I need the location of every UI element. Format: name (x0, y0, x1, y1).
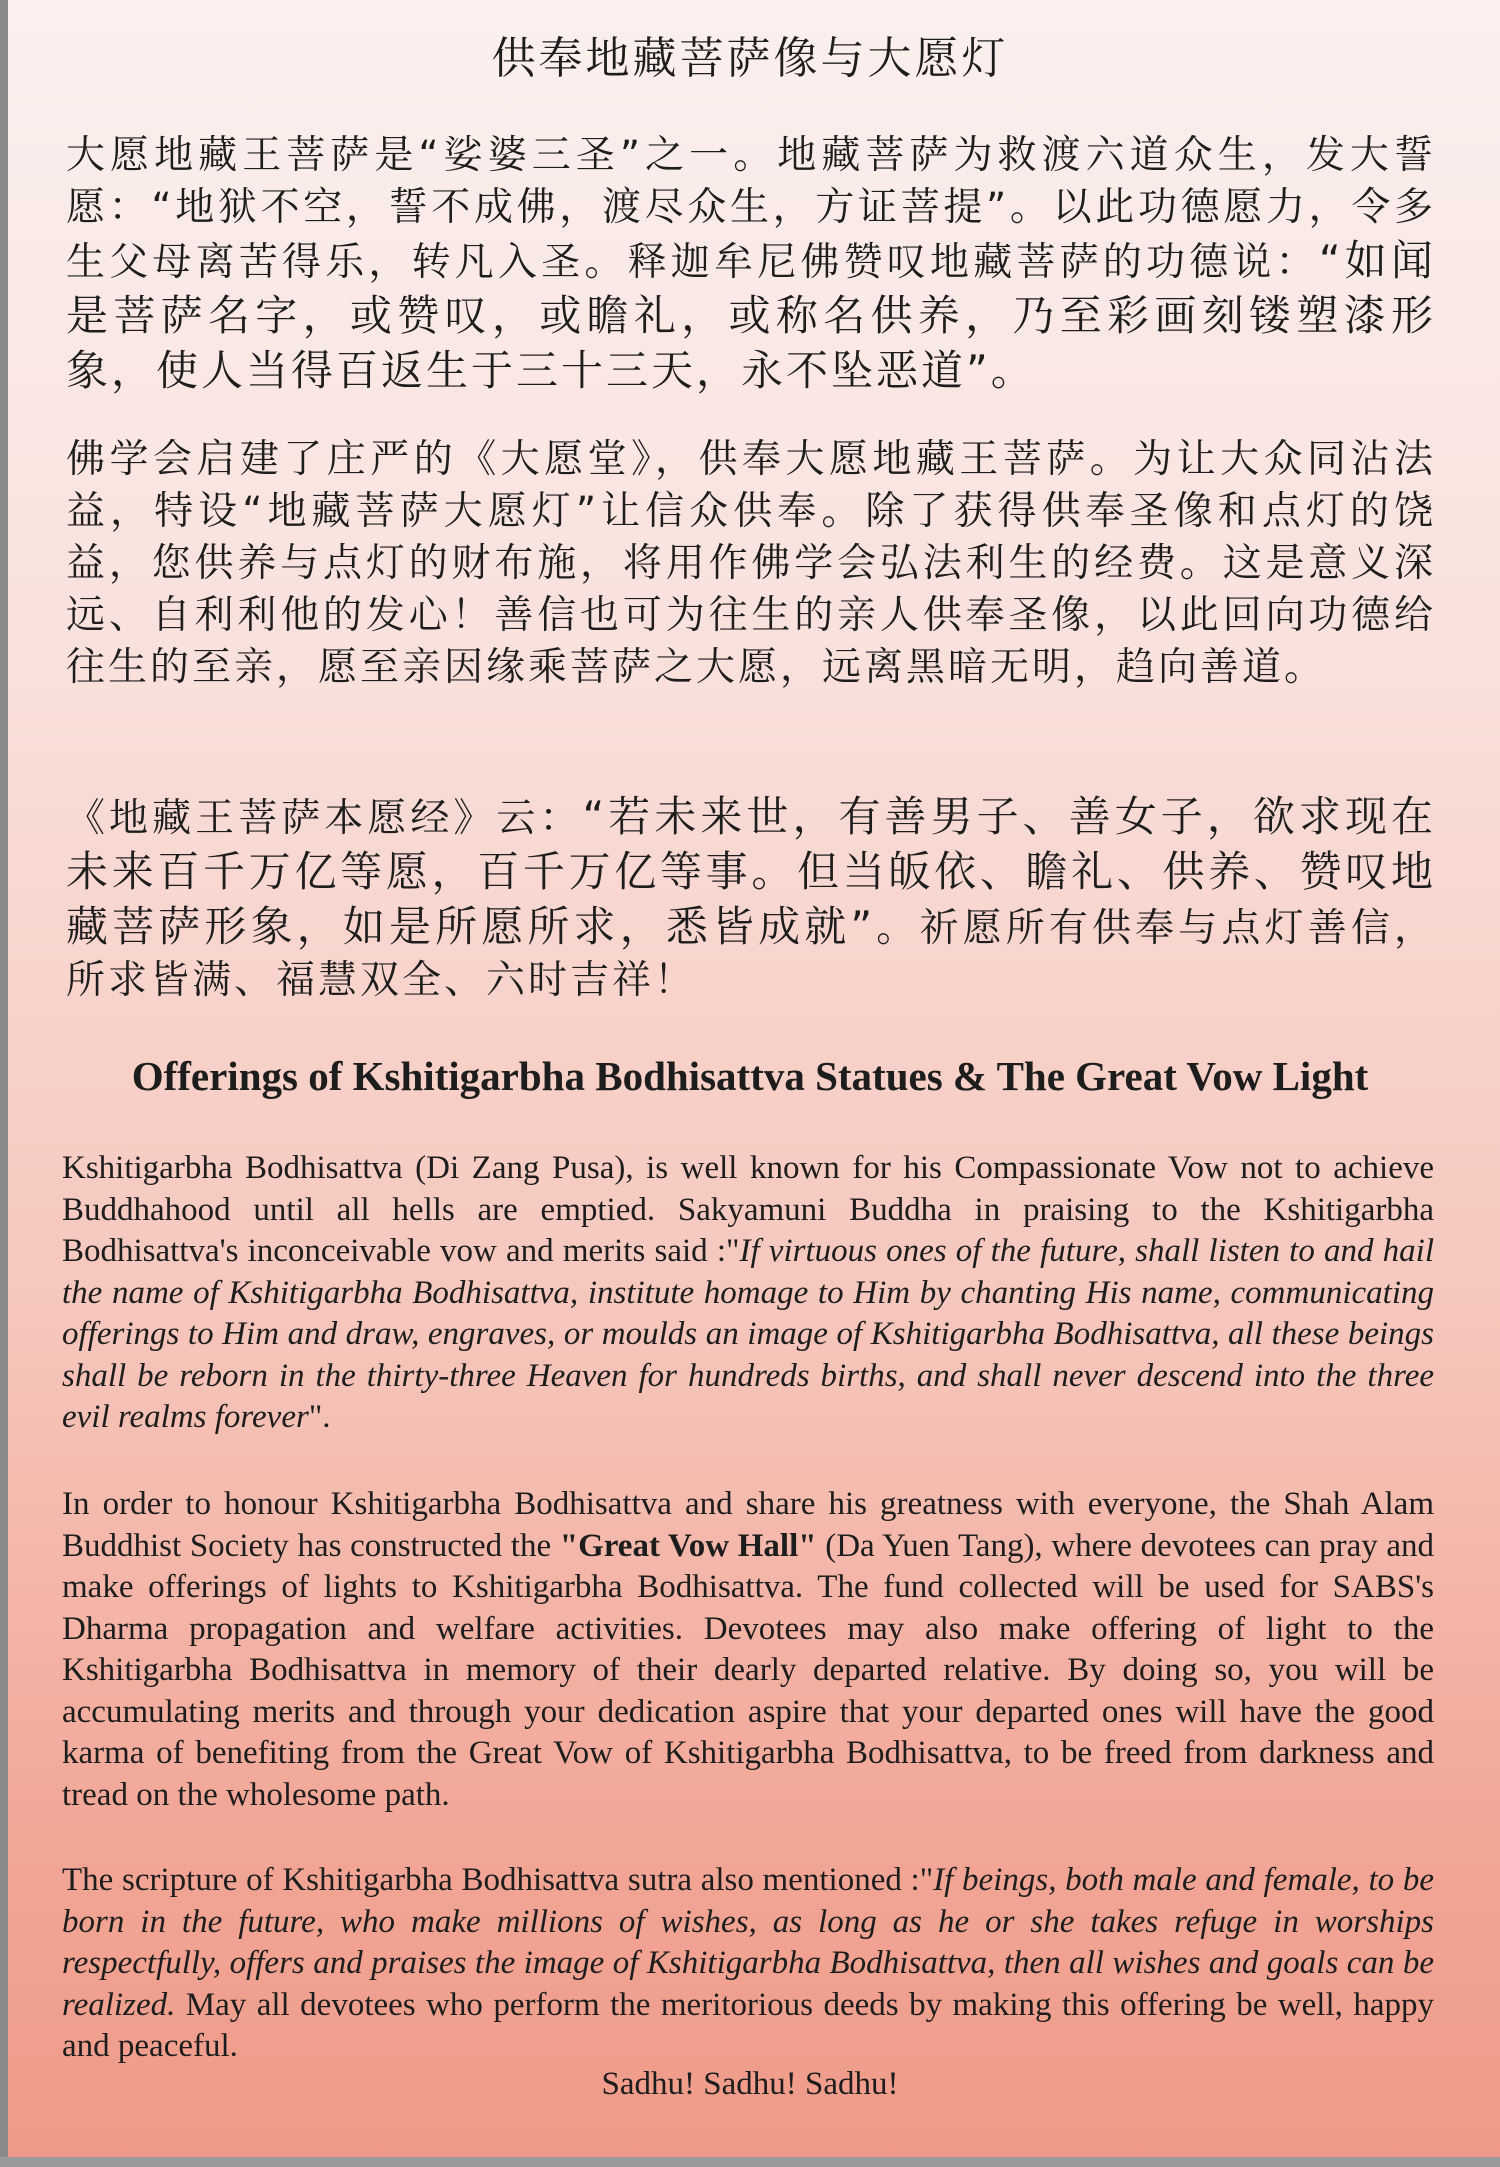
english-p2-tail: (Da Yuen Tang), where devotees can pray and make offerings of lights to Kshitigarbha Bodhisattva. The fund collected will be used for SABS's Dharma propagation and welfare activities. Devotees may also make offering of light to the Kshitigarbha Bodhisattva in memory of their dearly departed relative. By doing so, you will be accumulating merits and through your dedication aspire that your departed ones will have the good karma of benefiting from the Great Vow of Kshitigarbha Bodhisattva, to be freed from darkness and tread on the wholesome path. (62, 1527, 1434, 1813)
chinese-paragraph-2: 佛学会启建了庄严的《大愿堂》，供奉大愿地藏王菩萨。为让大众同沾法益，特设“地藏菩萨大愿灯”让信众供奉。除了获得供奉圣像和点灯的饶益，您供养与点灯的财布施，将用作佛学会弘法利生的经费。这是意义深远、自利利他的发心！善信也可为往生的亲人供奉圣像，以此回向功德给往生的至亲，愿至亲因缘乘菩萨之大愿，远离黑暗无明，趋向善道。 (66, 437, 1436, 690)
english-p3-lead: The scripture of Kshitigarbha Bodhisattva sutra also mentioned :" (62, 1862, 934, 1898)
chinese-p3-lead: 《地藏王菩萨本愿经》云： (66, 796, 583, 841)
chinese-p3-tail: 。祈愿所有供奉与点灯善信，所求皆满、福慧双全、六时吉祥！ (66, 906, 1436, 1003)
chinese-title: 供奉地藏菩萨像与大愿灯 (491, 33, 1009, 84)
english-paragraph-2 (62, 1484, 1434, 1816)
chinese-p1-quote: “如闻是菩萨名字，或赞叹，或瞻礼，或称名供养，乃至彩画刻镂塑漆形象，使人当得百返生于三十三天，永不坠恶道”。 (66, 236, 1436, 395)
chinese-paragraph-1 (66, 130, 1436, 399)
english-p1-tail: ". (308, 1399, 331, 1435)
scan-edge-bottom (0, 2157, 1500, 2167)
english-paragraph-1 (62, 1148, 1434, 1439)
english-p2-lead: In order to honour Kshitigarbha Bodhisattva and share his greatness with everyone, the Shah Alam Buddhist Society has constructed the (62, 1486, 1434, 1564)
english-p3-quote: If beings, both male and female, to be born in the future, who make millions of wishes, as long as he or she takes refuge in worships respectfully, offers and praises the image of Kshitigarbha Bodhisattva, then all wishes and goals can be realized. (62, 1862, 1434, 2023)
english-p3-tail: May all devotees who perform the meritorious deeds by making this offering be well, happy and peaceful. (62, 1986, 1434, 2064)
english-p1-lead: Kshitigarbha Bodhisattva (Di Zang Pusa), is well known for his Compassionate Vow not to achieve Buddhahood until all hells are emptied. Sakyamuni Buddha in praising to the Kshitigarbha Bodhisattva's inconceivable vow and merits said :" (62, 1150, 1434, 1269)
chinese-paragraph-3 (66, 790, 1436, 1007)
closing-blessing: Sadhu! Sadhu! Sadhu! (601, 2066, 899, 2102)
english-p1-quote: If virtuous ones of the future, shall listen to and hail the name of Kshitigarbha Bodhisattva, institute homage to Him by chanting His name, communicating offerings to Him and draw, engraves, or moulds an image of Kshitigarbha Bodhisattva, all these beings shall be reborn in the thirty-three Heaven for hundreds births, and shall never descend into the three evil realms forever (62, 1233, 1434, 1435)
english-title: Offerings of Kshitigarbha Bodhisattva Statues & The Great Vow Light (131, 1053, 1369, 1099)
chinese-p1-lead: 大愿地藏王菩萨是“娑婆三圣”之一。地藏菩萨为救渡六道众生，发大誓愿：“地狱不空，誓不成佛，渡尽众生，方证菩提”。以此功德愿力，令多生父母离苦得乐，转凡入圣。释迦牟尼佛赞叹地藏菩萨的功德说： (66, 133, 1436, 285)
chinese-p3-quote: “若未来世，有善男子、善女子，欲求现在未来百千万亿等愿，百千万亿等事。但当皈依、瞻礼、供养、赞叹地藏菩萨形象，如是所愿所求，悉皆成就” (66, 792, 1436, 951)
english-paragraph-3 (62, 1860, 1434, 2068)
english-p2-hall-name: "Great Vow Hall" (559, 1527, 817, 1564)
